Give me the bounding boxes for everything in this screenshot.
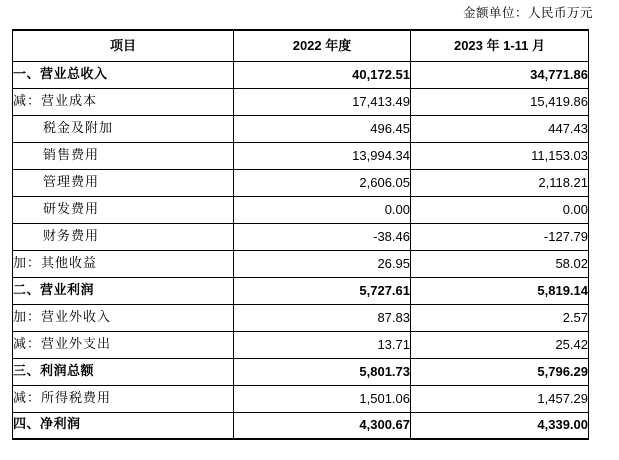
value-2023: 11,153.03 xyxy=(411,142,589,169)
header-2023: 2023 年 1-11 月 xyxy=(411,30,589,61)
table-row xyxy=(13,331,589,358)
table-row xyxy=(13,277,589,304)
value-2023: 2,118.21 xyxy=(411,169,589,196)
value-2022: 26.95 xyxy=(234,250,411,277)
value-2022: 17,413.49 xyxy=(234,88,411,115)
value-2023: 0.00 xyxy=(411,196,589,223)
unit-note: 金额单位：人民币万元 xyxy=(462,5,593,20)
value-2022: 13.71 xyxy=(234,331,411,358)
value-2022: 5,801.73 xyxy=(234,358,411,385)
row-label: 财务费用 xyxy=(13,223,234,250)
value-2023: 15,419.86 xyxy=(411,88,589,115)
value-2022: 1,501.06 xyxy=(234,385,411,412)
table-row xyxy=(13,223,589,250)
table-body xyxy=(13,61,589,439)
value-2022: 0.00 xyxy=(234,196,411,223)
value-2023: 4,339.00 xyxy=(411,412,589,439)
table-row xyxy=(13,250,589,277)
header-2022: 2022 年度 xyxy=(234,30,411,61)
row-label: 税金及附加 xyxy=(13,115,234,142)
row-label: 减：营业外支出 xyxy=(13,331,234,358)
row-label: 减：营业成本 xyxy=(13,88,234,115)
value-2023: -127.79 xyxy=(411,223,589,250)
value-2023: 58.02 xyxy=(411,250,589,277)
table-row xyxy=(13,88,589,115)
value-2023: 5,819.14 xyxy=(411,277,589,304)
header-item: 项目 xyxy=(13,30,234,61)
value-2022: 2,606.05 xyxy=(234,169,411,196)
row-label: 二、营业利润 xyxy=(13,277,234,304)
table-row xyxy=(13,304,589,331)
table-row xyxy=(13,385,589,412)
header-row xyxy=(13,30,589,61)
value-2022: 4,300.67 xyxy=(234,412,411,439)
row-label: 加：营业外收入 xyxy=(13,304,234,331)
table-row xyxy=(13,61,589,88)
table-row xyxy=(13,169,589,196)
row-label: 销售费用 xyxy=(13,142,234,169)
row-label: 加：其他收益 xyxy=(13,250,234,277)
table-row xyxy=(13,142,589,169)
value-2023: 2.57 xyxy=(411,304,589,331)
value-2022: -38.46 xyxy=(234,223,411,250)
income-statement-table xyxy=(12,29,589,440)
row-label: 减：所得税费用 xyxy=(13,385,234,412)
value-2023: 5,796.29 xyxy=(411,358,589,385)
value-2022: 496.45 xyxy=(234,115,411,142)
value-2023: 25.42 xyxy=(411,331,589,358)
row-label: 三、利润总额 xyxy=(13,358,234,385)
row-label: 管理费用 xyxy=(13,169,234,196)
table-header xyxy=(13,30,589,61)
value-2022: 5,727.61 xyxy=(234,277,411,304)
value-2022: 87.83 xyxy=(234,304,411,331)
row-label: 四、净利润 xyxy=(13,412,234,439)
table-row xyxy=(13,412,589,439)
value-2023: 1,457.29 xyxy=(411,385,589,412)
table-row xyxy=(13,115,589,142)
value-2022: 40,172.51 xyxy=(234,61,411,88)
value-2023: 447.43 xyxy=(411,115,589,142)
value-2023: 34,771.86 xyxy=(411,61,589,88)
table-row xyxy=(13,358,589,385)
row-label: 一、营业总收入 xyxy=(13,61,234,88)
row-label: 研发费用 xyxy=(13,196,234,223)
value-2022: 13,994.34 xyxy=(234,142,411,169)
table-row xyxy=(13,196,589,223)
